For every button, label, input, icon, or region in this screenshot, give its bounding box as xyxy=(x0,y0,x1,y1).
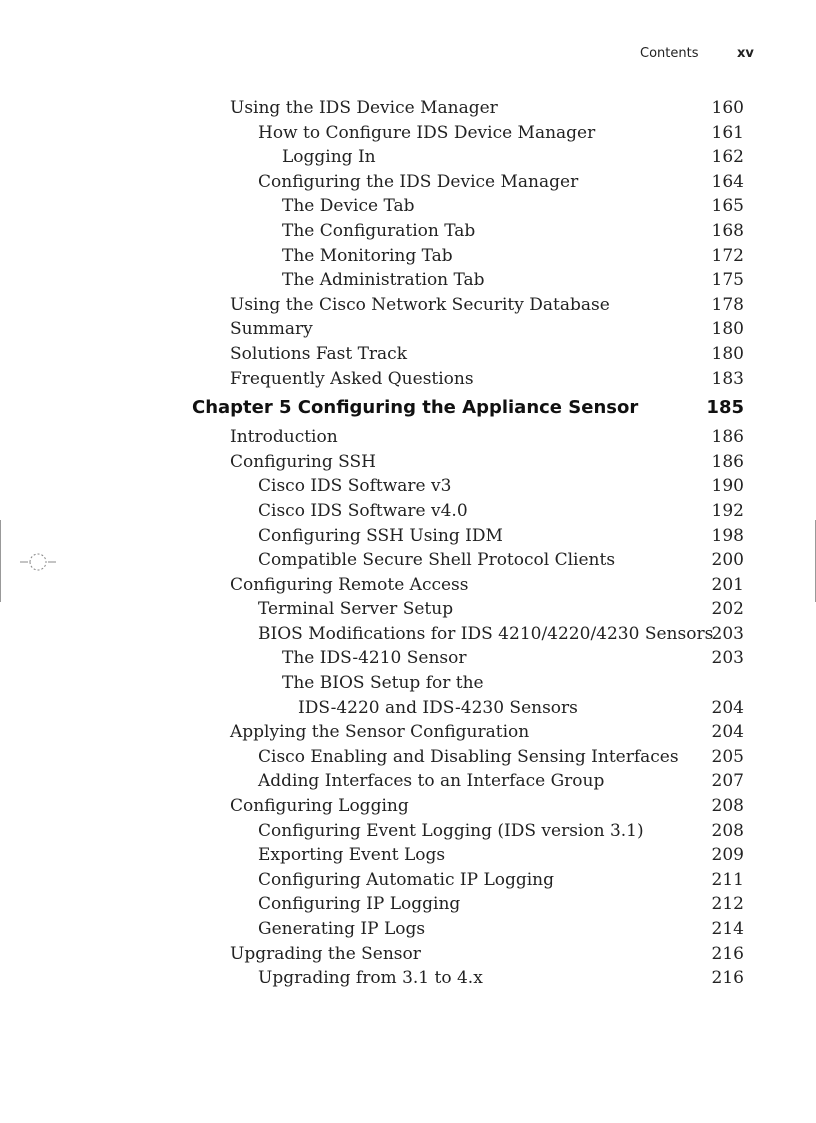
toc-entry-page: 204 xyxy=(711,697,744,718)
toc-entry[interactable] xyxy=(0,244,816,269)
toc-chapter-heading[interactable] xyxy=(0,391,816,425)
toc-entry-page: 186 xyxy=(711,451,744,472)
toc-entry-page: 214 xyxy=(711,919,744,939)
toc-entry-page: 183 xyxy=(711,368,744,389)
toc-entry[interactable] xyxy=(0,268,816,293)
toc-entry-title: Terminal Server Setup xyxy=(258,599,454,620)
toc-entry-title: Configuring SSH xyxy=(230,451,376,472)
toc-entry-title: BIOS Modifications for IDS 4210/4220/4230 Sensors xyxy=(258,623,714,644)
toc-entry-title: Generating IP Logs xyxy=(258,919,426,939)
toc-entry[interactable] xyxy=(0,96,816,121)
toc-entry-title: The Device Tab xyxy=(282,196,415,217)
toc-entry-page: 207 xyxy=(711,771,744,792)
toc-entry-page: 175 xyxy=(711,270,744,291)
toc-entry-title: The Administration Tab xyxy=(282,270,485,291)
toc-entry-page: 161 xyxy=(711,122,744,143)
toc-entry-title: Configuring Remote Access xyxy=(230,574,469,595)
toc-entry-page: 208 xyxy=(711,796,744,817)
toc-entry[interactable] xyxy=(0,745,816,770)
toc-entry-page: 203 xyxy=(711,623,744,644)
toc-entry[interactable] xyxy=(0,966,816,991)
toc-entry-page: 164 xyxy=(711,171,744,192)
toc-entry-page: 198 xyxy=(711,525,744,546)
toc-entry[interactable] xyxy=(0,194,816,219)
toc-entry[interactable] xyxy=(0,696,816,721)
toc-entry[interactable] xyxy=(0,769,816,794)
toc-entry-title: The IDS-4210 Sensor xyxy=(282,648,467,669)
running-header xyxy=(0,46,816,66)
toc-entry[interactable] xyxy=(0,425,816,450)
toc-entry-page: 168 xyxy=(711,220,744,241)
toc-entry-page: 180 xyxy=(711,319,744,340)
toc-entry-page: 203 xyxy=(711,648,744,669)
toc-entry[interactable] xyxy=(0,573,816,598)
toc-entry[interactable] xyxy=(0,524,816,549)
toc-entry-page: 205 xyxy=(711,746,744,767)
toc-entry-title: Applying the Sensor Configuration xyxy=(230,722,530,743)
toc-entry-title: Configuring Automatic IP Logging xyxy=(258,869,555,890)
toc-entry-title: Upgrading the Sensor xyxy=(230,943,421,964)
header-page-number: xv xyxy=(737,46,754,61)
toc-entry-page: 190 xyxy=(711,476,744,497)
toc-entry-title: Configuring IP Logging xyxy=(258,894,461,915)
toc-entry[interactable] xyxy=(0,917,816,942)
toc-entry-title: Exporting Event Logs xyxy=(258,845,446,866)
toc-entry-page: 202 xyxy=(711,599,744,620)
toc-entry[interactable] xyxy=(0,293,816,318)
toc-entry[interactable] xyxy=(0,868,816,893)
toc-entry-page: 180 xyxy=(711,343,744,364)
toc-entry-page: 172 xyxy=(711,245,744,266)
toc-entry[interactable] xyxy=(0,499,816,524)
toc-entry[interactable] xyxy=(0,671,816,696)
toc-entry-title: Summary xyxy=(230,319,313,340)
toc-entry[interactable] xyxy=(0,317,816,342)
toc-entry[interactable] xyxy=(0,720,816,745)
toc-entry[interactable] xyxy=(0,942,816,967)
toc-entry[interactable] xyxy=(0,367,816,392)
toc-entry-title: How to Configure IDS Device Manager xyxy=(258,122,596,143)
toc-entry[interactable] xyxy=(0,622,816,647)
toc-entry-title: Configuring the IDS Device Manager xyxy=(258,171,579,192)
toc-entry[interactable] xyxy=(0,219,816,244)
toc-entry-title: Using the Cisco Network Security Database xyxy=(230,294,610,315)
toc-entry-title: Introduction xyxy=(230,427,338,448)
toc-entry[interactable] xyxy=(0,646,816,671)
toc-entry-title: Cisco IDS Software v3 xyxy=(258,476,452,497)
toc-entry-title: Configuring Event Logging (IDS version 3.1) xyxy=(258,820,644,841)
table-of-contents xyxy=(0,96,816,991)
toc-entry[interactable] xyxy=(0,170,816,195)
toc-entry-title: Upgrading from 3.1 to 4.x xyxy=(258,968,483,989)
toc-entry-title: Frequently Asked Questions xyxy=(230,368,474,389)
toc-entry-page: 208 xyxy=(711,820,744,841)
toc-entry-page: 212 xyxy=(711,894,744,915)
toc-entry-title: Solutions Fast Track xyxy=(230,343,408,364)
toc-entry-title: Logging In xyxy=(282,147,376,168)
toc-entry[interactable] xyxy=(0,145,816,170)
toc-entry-title: Configuring Logging xyxy=(230,796,409,817)
toc-entry-page: 162 xyxy=(711,147,744,168)
toc-entry-title: The Configuration Tab xyxy=(282,220,476,241)
toc-entry-title: Using the IDS Device Manager xyxy=(230,98,498,118)
toc-entry[interactable] xyxy=(0,548,816,573)
toc-entry-page: 160 xyxy=(711,98,744,118)
toc-entry[interactable] xyxy=(0,794,816,819)
toc-entry-title: Compatible Secure Shell Protocol Clients xyxy=(258,550,616,571)
toc-entry-page: 178 xyxy=(711,294,744,315)
toc-entry-page: 185 xyxy=(706,397,744,419)
toc-entry-page: 192 xyxy=(711,500,744,521)
toc-entry-title: Adding Interfaces to an Interface Group xyxy=(258,771,605,792)
toc-entry-page: 186 xyxy=(711,427,744,448)
toc-entry-title: The Monitoring Tab xyxy=(282,245,453,266)
toc-entry-title: Chapter 5 Configuring the Appliance Sensor xyxy=(192,397,639,419)
toc-entry[interactable] xyxy=(0,819,816,844)
toc-entry-page: 211 xyxy=(711,869,744,890)
toc-entry-page: 216 xyxy=(711,968,744,989)
toc-entry[interactable] xyxy=(0,843,816,868)
toc-entry-title: IDS-4220 and IDS-4230 Sensors xyxy=(298,697,578,718)
toc-entry-title: The BIOS Setup for the xyxy=(282,673,484,694)
toc-entry[interactable] xyxy=(0,892,816,917)
toc-entry-page: 216 xyxy=(711,943,744,964)
toc-entry[interactable] xyxy=(0,121,816,146)
toc-entry[interactable] xyxy=(0,450,816,475)
toc-entry-page: 165 xyxy=(711,196,744,217)
header-title: Contents xyxy=(640,46,699,61)
toc-entry-title: Cisco Enabling and Disabling Sensing Interfaces xyxy=(258,746,679,767)
toc-entry[interactable] xyxy=(0,474,816,499)
toc-entry-page: 204 xyxy=(711,722,744,743)
toc-entry-page: 209 xyxy=(711,845,744,866)
toc-entry[interactable] xyxy=(0,597,816,622)
toc-entry-title: Configuring SSH Using IDM xyxy=(258,525,503,546)
toc-entry[interactable] xyxy=(0,342,816,367)
toc-entry-page: 201 xyxy=(711,574,744,595)
toc-entry-page: 200 xyxy=(711,550,744,571)
toc-entry-title: Cisco IDS Software v4.0 xyxy=(258,500,468,521)
